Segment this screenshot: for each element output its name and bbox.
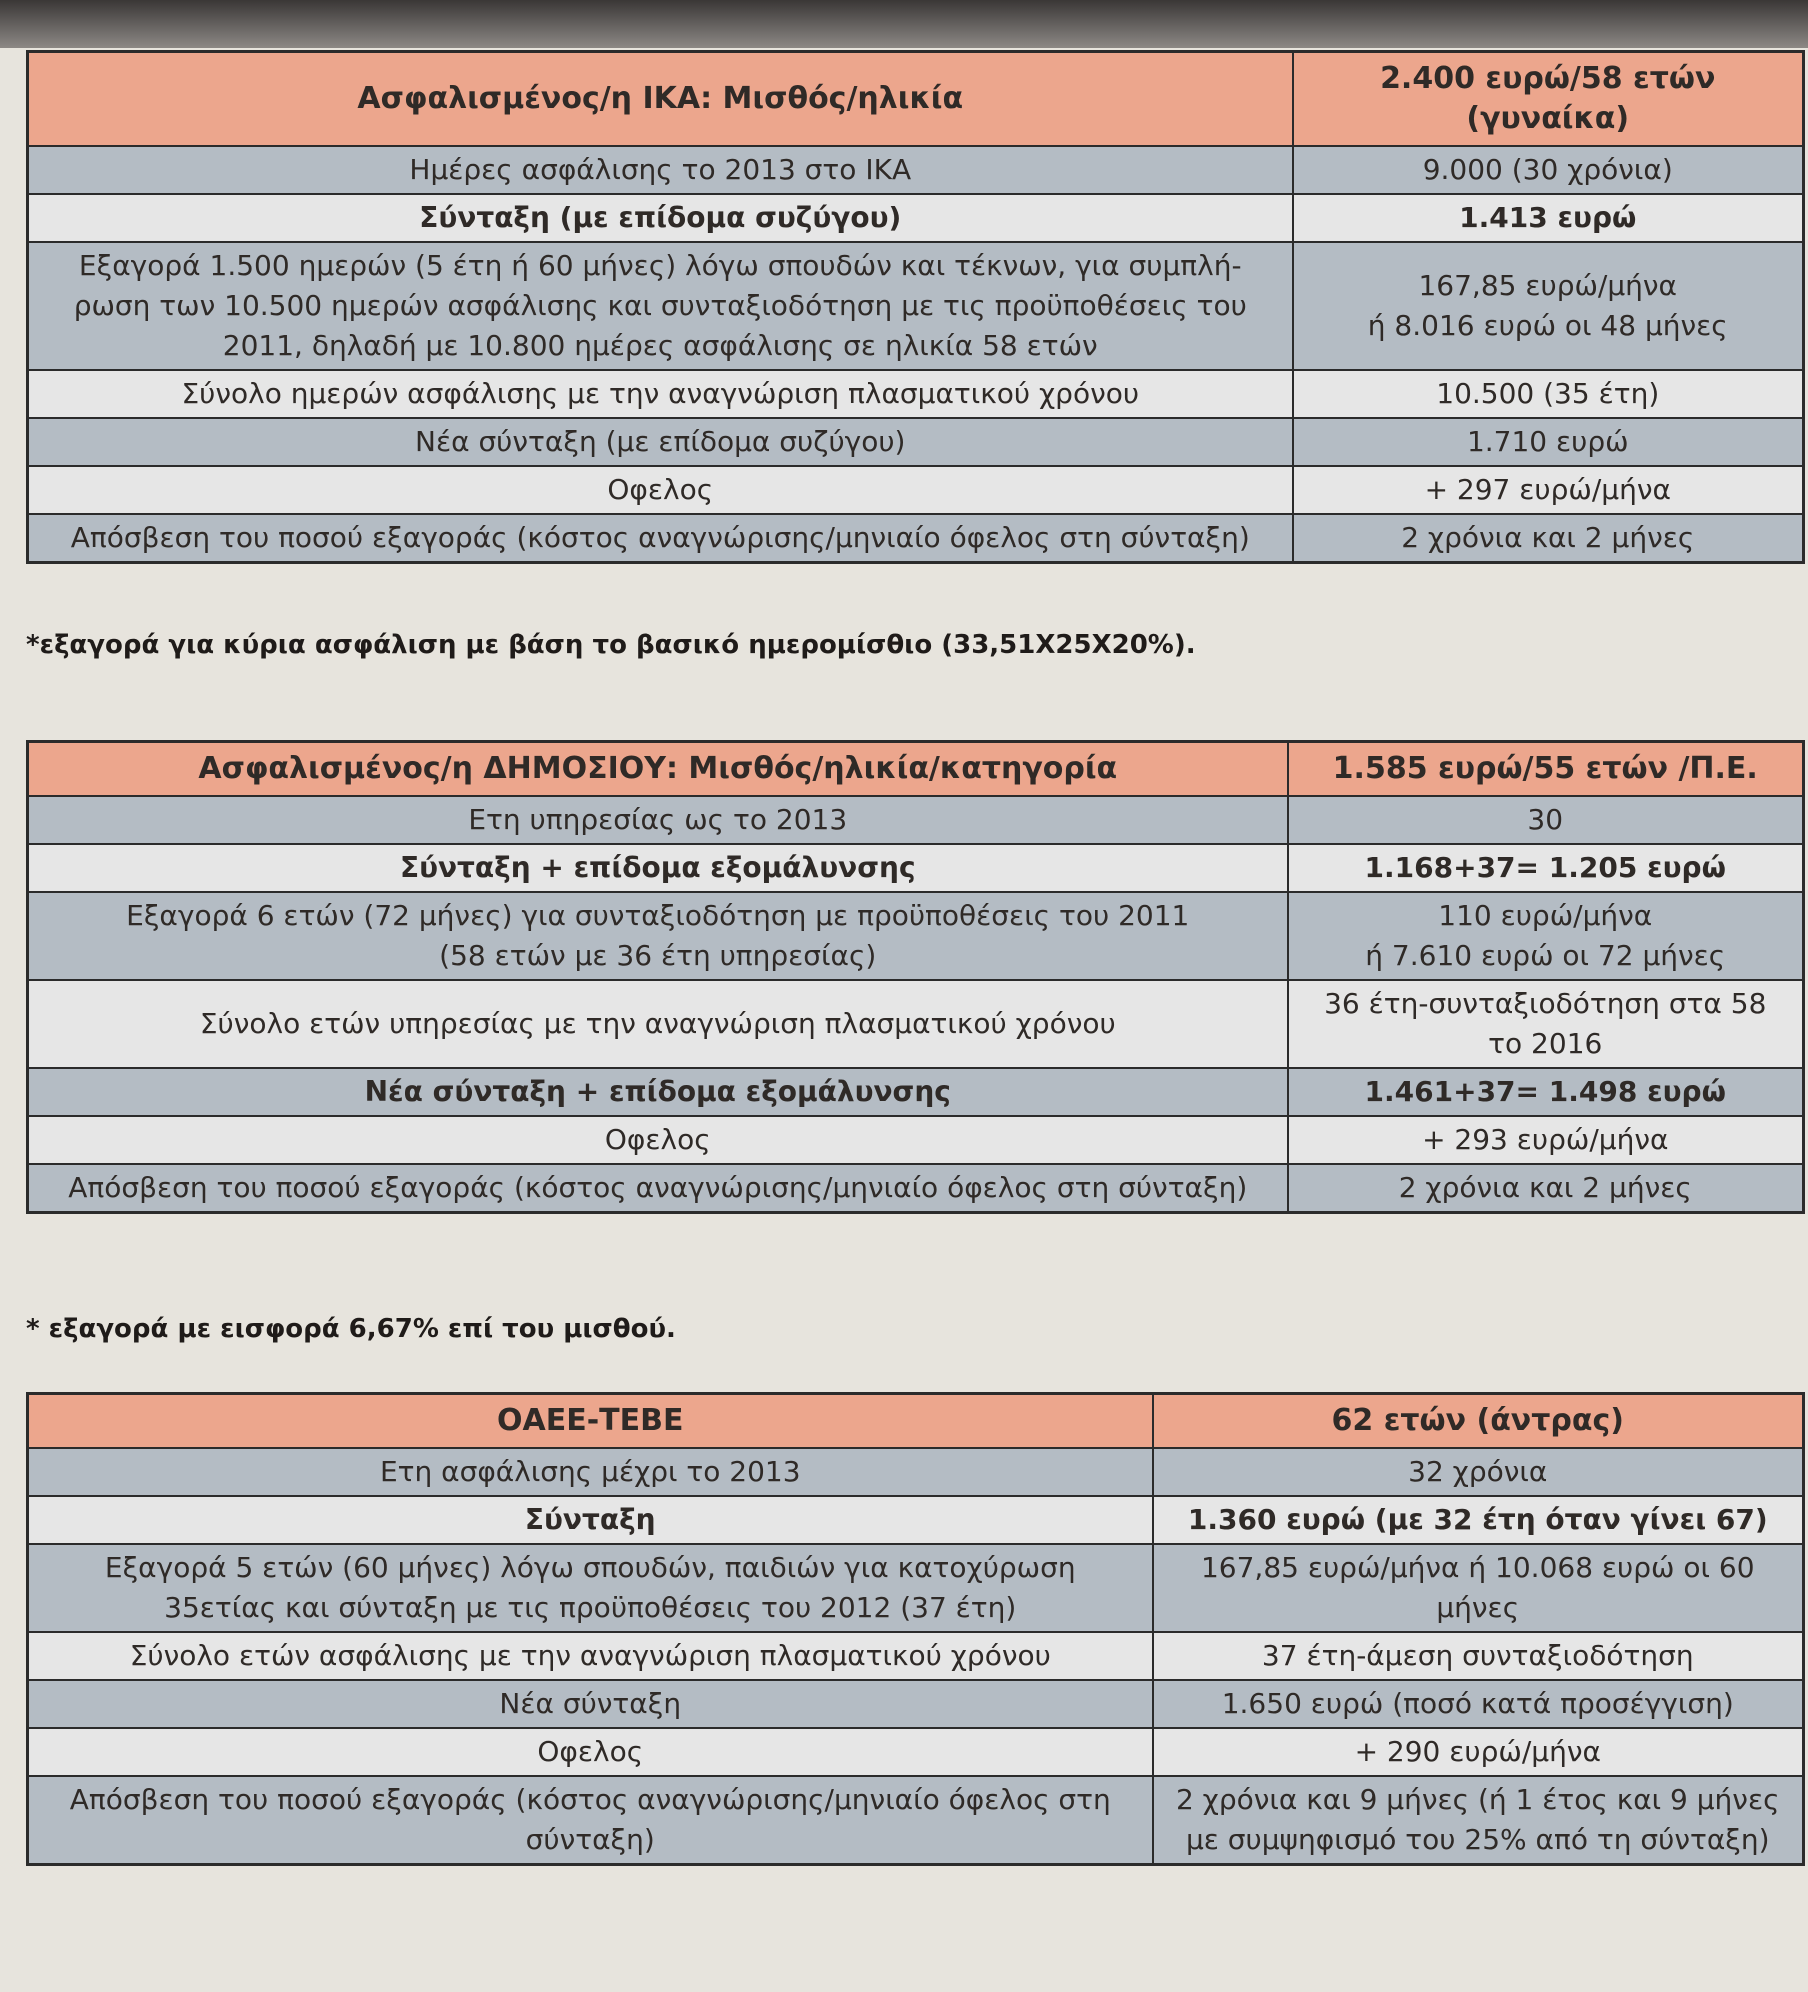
- table-row: [28, 466, 1804, 514]
- table-row: [28, 194, 1804, 242]
- row-label-line: Απόσβεση του ποσού εξαγοράς (κόστος αναγνώρισης/μηνιαίο όφελος στη: [69, 1783, 1111, 1816]
- table-row: [28, 146, 1804, 194]
- table-row: [28, 1632, 1804, 1680]
- row-label: Οφελος: [28, 466, 1293, 514]
- row-value: [1288, 892, 1804, 980]
- row-value-line: ή 8.016 ευρώ οι 48 μήνες: [1367, 309, 1728, 342]
- oaee-header-row: [28, 1394, 1804, 1449]
- row-label: Ετη υπηρεσίας ως το 2013: [28, 796, 1288, 844]
- table-row: [28, 418, 1804, 466]
- row-label-line: (58 ετών με 36 έτη υπηρεσίας): [439, 939, 877, 972]
- oaee-table-block: [26, 1392, 1802, 1866]
- row-value: [1293, 242, 1804, 370]
- row-value: 1.360 ευρώ (με 32 έτη όταν γίνει 67): [1153, 1496, 1804, 1544]
- row-label: Απόσβεση του ποσού εξαγοράς (κόστος αναγνώρισης/μηνιαίο όφελος στη σύνταξη): [28, 1164, 1288, 1213]
- row-value-line: το 2016: [1488, 1027, 1603, 1060]
- row-label: Ημέρες ασφάλισης το 2013 στο ΙΚΑ: [28, 146, 1293, 194]
- row-value: 2 χρόνια και 2 μήνες: [1288, 1164, 1804, 1213]
- table-row: [28, 796, 1804, 844]
- row-value: 9.000 (30 χρόνια): [1293, 146, 1804, 194]
- table-row: [28, 1496, 1804, 1544]
- ika-table-block: [26, 50, 1802, 564]
- table-row: [28, 1728, 1804, 1776]
- row-value: [1153, 1776, 1804, 1865]
- row-label: [28, 242, 1293, 370]
- row-value: 2 χρόνια και 2 μήνες: [1293, 514, 1804, 563]
- masthead-strip: [0, 0, 1808, 48]
- ika-table: [26, 50, 1805, 564]
- row-label: Σύνταξη + επίδομα εξομάλυνσης: [28, 844, 1288, 892]
- row-label: Σύνολο ετών υπηρεσίας με την αναγνώριση πλασματικού χρόνου: [28, 980, 1288, 1068]
- row-label-line: Εξαγορά 5 ετών (60 μήνες) λόγω σπουδών, παιδιών για κατοχύρωση: [104, 1551, 1076, 1584]
- table-row: [28, 1116, 1804, 1164]
- row-label: [28, 892, 1288, 980]
- row-value: 32 χρόνια: [1153, 1448, 1804, 1496]
- table-row: [28, 1164, 1804, 1213]
- row-label-line: σύνταξη): [525, 1823, 655, 1856]
- row-value-line: 2 χρόνια και 9 μήνες (ή 1 έτος και 9 μήνες: [1175, 1783, 1780, 1816]
- row-value: 1.650 ευρώ (ποσό κατά προσέγγιση): [1153, 1680, 1804, 1728]
- row-label: Σύνταξη: [28, 1496, 1153, 1544]
- table-row: [28, 370, 1804, 418]
- row-label: Οφελος: [28, 1728, 1153, 1776]
- row-value: 1.461+37= 1.498 ευρώ: [1288, 1068, 1804, 1116]
- ika-header-row: [28, 52, 1804, 147]
- row-value: 37 έτη-άμεση συνταξιοδότηση: [1153, 1632, 1804, 1680]
- table-row: [28, 1776, 1804, 1865]
- row-value: + 297 ευρώ/μήνα: [1293, 466, 1804, 514]
- oaee-table: [26, 1392, 1805, 1866]
- row-label: Οφελος: [28, 1116, 1288, 1164]
- row-value: 1.413 ευρώ: [1293, 194, 1804, 242]
- table-row: [28, 1544, 1804, 1632]
- dimosiou-header-row: [28, 742, 1804, 797]
- row-value: 1.168+37= 1.205 ευρώ: [1288, 844, 1804, 892]
- row-label-line: Εξαγορά 1.500 ημερών (5 έτη ή 60 μήνες) λόγω σπουδών και τέκνων, για συμπλή-: [78, 249, 1242, 282]
- ika-header-value: 2.400 ευρώ/58 ετών (γυναίκα): [1293, 52, 1804, 147]
- row-value: [1153, 1544, 1804, 1632]
- row-label: Νέα σύνταξη: [28, 1680, 1153, 1728]
- row-label: Ετη ασφάλισης μέχρι το 2013: [28, 1448, 1153, 1496]
- row-value: [1288, 980, 1804, 1068]
- row-value-line: 36 έτη-συνταξιοδότηση στα 58: [1324, 987, 1767, 1020]
- row-value-line: μήνες: [1436, 1591, 1520, 1624]
- row-label: Σύνολο ημερών ασφάλισης με την αναγνώριση πλασματικού χρόνου: [28, 370, 1293, 418]
- row-label: Απόσβεση του ποσού εξαγοράς (κόστος αναγνώρισης/μηνιαίο όφελος στη σύνταξη): [28, 514, 1293, 563]
- row-value: 1.710 ευρώ: [1293, 418, 1804, 466]
- row-label-line: 2011, δηλαδή με 10.800 ημέρες ασφάλισης σε ηλικία 58 ετών: [222, 329, 1098, 362]
- table-row: [28, 980, 1804, 1068]
- row-value-line: ή 7.610 ευρώ οι 72 μήνες: [1365, 939, 1726, 972]
- row-label: Σύνολο ετών ασφάλισης με την αναγνώριση πλασματικού χρόνου: [28, 1632, 1153, 1680]
- row-label: Νέα σύνταξη (με επίδομα συζύγου): [28, 418, 1293, 466]
- table-row: [28, 242, 1804, 370]
- table-row: [28, 514, 1804, 563]
- row-value-line: με συμψηφισμό του 25% από τη σύνταξη): [1185, 1823, 1770, 1856]
- row-value-line: 110 ευρώ/μήνα: [1438, 899, 1653, 932]
- row-label: Νέα σύνταξη + επίδομα εξομάλυνσης: [28, 1068, 1288, 1116]
- row-value-line: 167,85 ευρώ/μήνα: [1418, 269, 1678, 302]
- row-value: 10.500 (35 έτη): [1293, 370, 1804, 418]
- ika-footnote: *εξαγορά για κύρια ασφάλιση με βάση το βασικό ημερομίσθιο (33,51Χ25Χ20%).: [26, 630, 1196, 660]
- row-label-line: 35ετίας και σύνταξη με τις προϋποθέσεις του 2012 (37 έτη): [164, 1591, 1017, 1624]
- row-value: + 290 ευρώ/μήνα: [1153, 1728, 1804, 1776]
- table-row: [28, 892, 1804, 980]
- dimosiou-header-label: Ασφαλισμένος/η ΔΗΜΟΣΙΟΥ: Μισθός/ηλικία/κατηγορία: [28, 742, 1288, 797]
- dimosiou-table-block: [26, 740, 1802, 1214]
- row-value: + 293 ευρώ/μήνα: [1288, 1116, 1804, 1164]
- dimosiou-footnote: * εξαγορά με εισφορά 6,67% επί του μισθού.: [26, 1314, 676, 1344]
- row-label-line: Εξαγορά 6 ετών (72 μήνες) για συνταξιοδότηση με προϋποθέσεις του 2011: [126, 899, 1190, 932]
- table-row: [28, 844, 1804, 892]
- table-row: [28, 1680, 1804, 1728]
- table-row: [28, 1068, 1804, 1116]
- dimosiou-header-value: 1.585 ευρώ/55 ετών /Π.Ε.: [1288, 742, 1804, 797]
- row-value: 30: [1288, 796, 1804, 844]
- oaee-header-label: ΟΑΕΕ-ΤΕΒΕ: [28, 1394, 1153, 1449]
- row-label: Σύνταξη (με επίδομα συζύγου): [28, 194, 1293, 242]
- oaee-header-value: 62 ετών (άντρας): [1153, 1394, 1804, 1449]
- table-row: [28, 1448, 1804, 1496]
- row-label: [28, 1544, 1153, 1632]
- row-label-line: ρωση των 10.500 ημερών ασφάλισης και συνταξιοδότηση με τις προϋποθέσεις του: [73, 289, 1247, 322]
- row-label: [28, 1776, 1153, 1865]
- ika-header-label: Ασφαλισμένος/η ΙΚΑ: Μισθός/ηλικία: [28, 52, 1293, 147]
- row-value-line: 167,85 ευρώ/μήνα ή 10.068 ευρώ οι 60: [1200, 1551, 1755, 1584]
- dimosiou-table: [26, 740, 1805, 1214]
